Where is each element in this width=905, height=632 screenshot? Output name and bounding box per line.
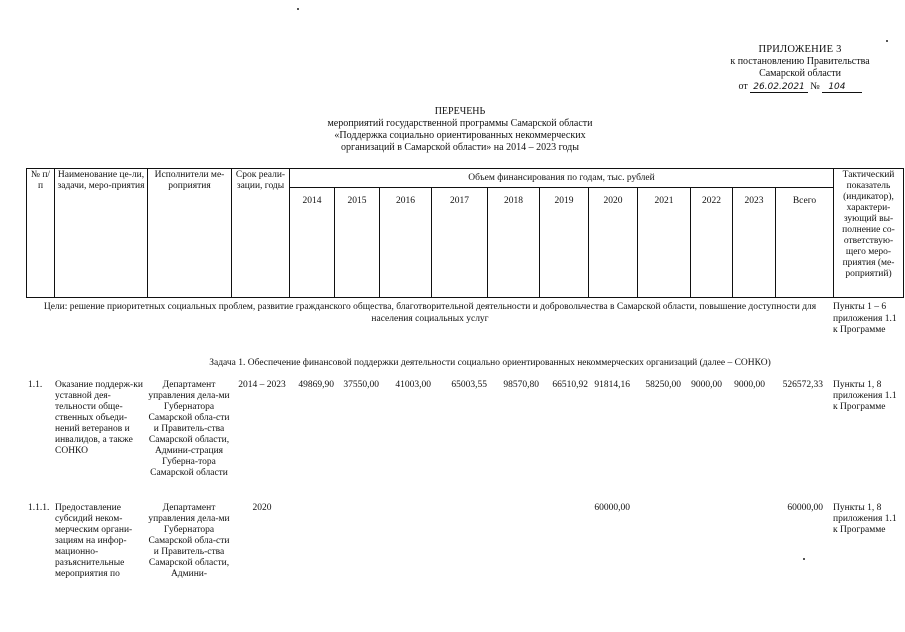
heading-line-1: ПЕРЕЧЕНЬ [434,106,486,117]
year-2014: 2014 [290,188,335,298]
row-executor: Департамент управления дела-ми Губернатора Самарской обла-сти и Правитель-ства Самарской области, Админи- [148,503,230,579]
value-2022: 9000,00 [691,380,722,390]
row-name: Предоставление субсидий неком-мерческим органи-зациям на инфор-мационно-разъяснительные мероприятия по [55,503,133,579]
year-2021: 2021 [638,188,691,298]
col-executor-header: Исполнители ме-роприятия [148,169,232,298]
value-2014: 49869,90 [298,380,334,390]
resolution-number: 104 [822,82,861,93]
heading-line-2: мероприятий государственной программы Самарской области [327,118,593,129]
header-table [26,168,904,298]
date-prefix: от [738,81,748,92]
value-2017: 65003,55 [451,380,487,390]
value-2018: 98570,80 [503,380,539,390]
row-term: 2020 [252,503,272,513]
year-2016: 2016 [380,188,432,298]
value-2016: 41003,00 [395,380,431,390]
program-goal-indicator: Пункты 1 – 6 приложения 1.1 к Программе [833,302,897,335]
appendix-line-2: Самарской области [759,68,841,79]
year-total: Всего [776,188,834,298]
appendix-date-line [700,81,900,93]
year-2019: 2019 [540,188,589,298]
resolution-date: 26.02.2021 [750,82,808,93]
col-indicator-header: Тактический показатель (индикатор), характери-зующий вы-полнение со-ответствую-щего меро-приятия (ме-роприятий) [834,169,904,298]
year-2023: 2023 [733,188,776,298]
document-heading [250,106,670,154]
value-2023: 9000,00 [734,380,765,390]
task-1: Задача 1. Обеспечение финансовой поддержки деятельности социально ориентированных некоммерческих организаций (далее – СОНКО) [209,358,771,368]
scan-speck [886,40,888,42]
row-executor: Департамент управления дела-ми Губернатора Самарской обла-сти и Правитель-ства Самарской области, Админи-страция Губерна-тора Самарской области [148,380,230,478]
appendix-line-1: к постановлению Правительства [730,56,870,67]
value-total: 526572,33 [782,380,823,390]
row-number: 1.1. [28,380,43,390]
year-2017: 2017 [432,188,488,298]
program-goal: Цели: решение приоритетных социальных проблем, развитие гражданского общества, благотворительной деятельности и добровольчества в Самарской области, повышение доступности для населения социальных услуг [43,302,817,324]
value-total: 60000,00 [787,503,823,513]
col-name-header: Наименование це-ли, задачи, меро-приятия [55,169,148,298]
value-2015: 37550,00 [343,380,379,390]
appendix-title: ПРИЛОЖЕНИЕ 3 [758,44,842,55]
heading-line-3: «Поддержка социально ориентированных некоммерческих [334,130,586,141]
appendix-block [700,44,900,93]
heading-line-4: организаций в Самарской области» на 2014 – 2023 годы [341,142,579,153]
year-2015: 2015 [335,188,380,298]
year-2022: 2022 [691,188,733,298]
number-prefix: № [810,81,820,92]
row-term: 2014 – 2023 [238,380,286,390]
row-name: Оказание поддерж-ки уставной дея-тельности обще-ственных объеди-нений ветеранов и инвалидов, а также СОНКО [55,380,143,456]
col-number-header: № п/п [27,169,55,298]
row-indicator: Пункты 1, 8 приложения 1.1 к Программе [833,503,897,535]
row-indicator: Пункты 1, 8 приложения 1.1 к Программе [833,380,897,412]
col-term-header: Срок реали-зации, годы [232,169,290,298]
scan-speck [297,8,299,10]
value-2021: 58250,00 [645,380,681,390]
value-2020: 60000,00 [594,503,630,513]
scan-speck [803,558,805,560]
value-2020: 91814,16 [594,380,630,390]
year-2018: 2018 [488,188,540,298]
year-2020: 2020 [589,188,638,298]
col-financing-header: Объем финансирования по годам, тыс. рублей [290,169,834,188]
value-2019: 66510,92 [552,380,588,390]
row-number: 1.1.1. [28,503,50,513]
